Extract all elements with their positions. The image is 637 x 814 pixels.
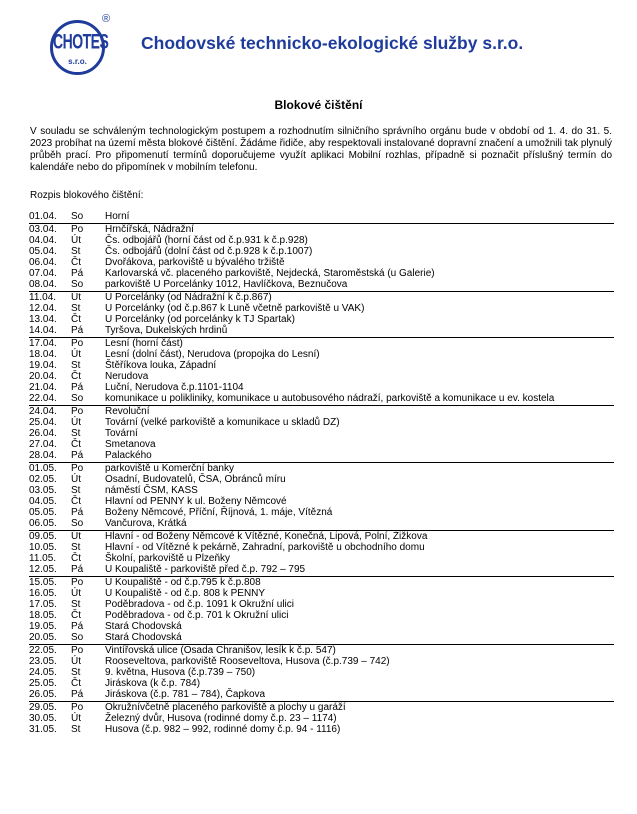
- schedule-row: [29, 211, 614, 222]
- intro-paragraph: V souladu se schváleným technologickým postupem a rozhodnutím silničního správního orgánu bude v období od 1. 4. do 31. 5. 2023 probíhat na území města blokové čištění. Žádáme řidiče, aby respektovali instalované dopravní značení a umožnili tak plynulý průběh prací. Pro připomenutí termínů doporučujeme využít aplikaci Mobilní rozhlas, případně si poznačit příslušný termín do kalendáře nebo do připomínek v mobilním telefonu.: [30, 126, 612, 173]
- schedule-date: 30.05.: [29, 713, 57, 724]
- schedule-location: 9. května, Husova (č.p.739 – 750): [105, 667, 256, 678]
- schedule-row: [29, 406, 614, 417]
- schedule-row: [29, 474, 614, 485]
- schedule-day: So: [71, 393, 84, 404]
- schedule-row: [29, 632, 614, 643]
- schedule-row: [29, 292, 614, 303]
- schedule-date: 03.04.: [29, 224, 57, 235]
- schedule-date: 03.05.: [29, 485, 57, 496]
- schedule-day: Út: [71, 292, 81, 303]
- schedule-date: 21.04.: [29, 382, 57, 393]
- schedule-day: St: [71, 724, 81, 735]
- schedule-row: [29, 577, 614, 588]
- schedule-row: [29, 257, 614, 268]
- schedule-week: [29, 577, 614, 645]
- schedule-location: Tovární: [105, 428, 138, 439]
- schedule-row: [29, 439, 614, 450]
- schedule-week: [29, 531, 614, 577]
- schedule-day: Čt: [71, 371, 81, 382]
- schedule-location: Hrnčířská, Nádražní: [105, 224, 194, 235]
- schedule-location: Hlavní - od Vítězné k pekárně, Zahradní, parkoviště u obchodního domu: [105, 542, 425, 553]
- schedule-row: [29, 235, 614, 246]
- schedule-day: So: [71, 632, 84, 643]
- schedule-row: [29, 463, 614, 474]
- schedule-day: St: [71, 246, 81, 257]
- schedule-location: U Porcelánky (od porcelánky k TJ Spartak): [105, 314, 295, 325]
- schedule-date: 19.05.: [29, 621, 57, 632]
- schedule-day: So: [71, 279, 84, 290]
- schedule-date: 25.04.: [29, 417, 57, 428]
- logo-subtext: s.r.o.: [68, 57, 87, 66]
- schedule-location: Vančurova, Krátká: [105, 518, 187, 529]
- schedule-week: [29, 463, 614, 531]
- schedule-date: 16.05.: [29, 588, 57, 599]
- schedule-date: 29.05.: [29, 702, 57, 713]
- schedule-row: [29, 428, 614, 439]
- schedule-location: Okružnívčetně placeného parkoviště a plochy u garáží: [105, 702, 346, 713]
- schedule-day: Pá: [71, 382, 84, 393]
- schedule-row: [29, 678, 614, 689]
- schedule-day: Pá: [71, 507, 84, 518]
- schedule-day: Čt: [71, 553, 81, 564]
- schedule-row: [29, 599, 614, 610]
- schedule-location: Tovární (velké parkoviště a komunikace u skladů DZ): [105, 417, 340, 428]
- schedule-row: [29, 702, 614, 713]
- schedule-date: 06.04.: [29, 257, 57, 268]
- schedule-date: 13.04.: [29, 314, 57, 325]
- schedule-row: [29, 713, 614, 724]
- schedule-date: 11.05.: [29, 553, 57, 564]
- schedule-row: [29, 279, 614, 290]
- schedule-location: Hlavní od PENNY k ul. Boženy Němcové: [105, 496, 287, 507]
- schedule-row: [29, 349, 614, 360]
- schedule-location: Karlovarská vč. placeného parkoviště, Nejdecká, Staroměstská (u Galerie): [105, 268, 435, 279]
- schedule-row: [29, 325, 614, 336]
- schedule-day: Út: [71, 588, 81, 599]
- schedule-row: [29, 507, 614, 518]
- schedule-row: [29, 518, 614, 529]
- schedule-location: Horní: [105, 211, 130, 222]
- schedule-date: 26.04.: [29, 428, 57, 439]
- schedule-location: Dvořákova, parkoviště u bývalého tržiště: [105, 257, 285, 268]
- schedule-day: St: [71, 303, 81, 314]
- schedule-location: Smetanova: [105, 439, 156, 450]
- schedule-location: Boženy Němcové, Příční, Říjnová, 1. máje, Vítězná: [105, 507, 333, 518]
- schedule-location: Luční, Nerudova č.p.1101-1104: [105, 382, 244, 393]
- schedule-day: Pá: [71, 268, 84, 279]
- schedule-location: Osadní, Budovatelů, ČSA, Obránců míru: [105, 474, 286, 485]
- schedule-day: St: [71, 599, 81, 610]
- schedule-day: Po: [71, 702, 84, 713]
- schedule-date: 04.04.: [29, 235, 57, 246]
- schedule-date: 12.05.: [29, 564, 57, 575]
- schedule-location: Stará Chodovská: [105, 621, 182, 632]
- schedule-day: Pá: [71, 689, 84, 700]
- schedule-date: 08.04.: [29, 279, 57, 290]
- schedule-date: 15.05.: [29, 577, 57, 588]
- schedule-location: Rooseveltova, parkoviště Rooseveltova, Husova (č.p.739 – 742): [105, 656, 390, 667]
- schedule-week: [29, 211, 614, 224]
- schedule-date: 17.04.: [29, 338, 57, 349]
- schedule-date: 11.04.: [29, 292, 57, 303]
- schedule-day: Út: [71, 531, 81, 542]
- schedule-date: 24.04.: [29, 406, 57, 417]
- schedule-location: Nerudova: [105, 371, 149, 382]
- schedule-day: Čt: [71, 439, 81, 450]
- schedule-day: Čt: [71, 257, 81, 268]
- schedule-location: Školní, parkoviště u Plzeňky: [105, 553, 231, 564]
- schedule-row: [29, 360, 614, 371]
- logo-text: CHOTES: [53, 29, 109, 53]
- schedule-date: 14.04.: [29, 325, 57, 336]
- schedule-location: Poděbradova - od č.p. 701 k Okružní ulici: [105, 610, 289, 621]
- schedule-date: 23.05.: [29, 656, 57, 667]
- schedule-row: [29, 496, 614, 507]
- schedule-day: Čt: [71, 314, 81, 325]
- schedule-location: U Koupaliště - parkoviště před č.p. 792 – 795: [105, 564, 306, 575]
- schedule-location: Jiráskova (k č.p. 784): [105, 678, 201, 689]
- schedule-date: 05.04.: [29, 246, 57, 257]
- schedule-date: 18.04.: [29, 349, 57, 360]
- schedule-row: [29, 224, 614, 235]
- schedule-row: [29, 667, 614, 678]
- schedule-day: Pá: [71, 564, 84, 575]
- schedule-row: [29, 485, 614, 496]
- schedule-location: parkoviště U Porcelánky 1012, Havlíčkova, Beznučova: [105, 279, 348, 290]
- schedule-row: [29, 268, 614, 279]
- schedule-row: [29, 610, 614, 621]
- schedule-row: [29, 371, 614, 382]
- schedule-day: Pá: [71, 325, 84, 336]
- schedule-date: 06.05.: [29, 518, 57, 529]
- schedule-row: [29, 588, 614, 599]
- registered-mark: ®: [102, 13, 111, 25]
- schedule-date: 18.05.: [29, 610, 57, 621]
- schedule-day: Út: [71, 235, 81, 246]
- schedule-location: náměstí ČSM, KASS: [105, 485, 198, 496]
- schedule-location: parkoviště u Komerční banky: [105, 463, 234, 474]
- schedule-day: Út: [71, 349, 81, 360]
- schedule-row: [29, 645, 614, 656]
- schedule-date: 25.05.: [29, 678, 57, 689]
- schedule-location: U Porcelánky (od č.p.867 k Luně včetně parkoviště u VAK): [105, 303, 365, 314]
- schedule-day: Út: [71, 474, 81, 485]
- schedule-location: Stará Chodovská: [105, 632, 182, 643]
- schedule-location: Čs. odbojářů (dolní část od č.p.928 k č.p.1007): [105, 246, 313, 257]
- schedule-day: St: [71, 360, 81, 371]
- schedule-row: [29, 724, 614, 735]
- schedule-day: Čt: [71, 610, 81, 621]
- schedule-date: 07.04.: [29, 268, 57, 279]
- schedule-row: [29, 393, 614, 404]
- schedule-date: 22.05.: [29, 645, 57, 656]
- schedule-week: [29, 224, 614, 292]
- schedule-location: U Porcelánky (od Nádražní k č.p.867): [105, 292, 272, 303]
- schedule-row: [29, 656, 614, 667]
- schedule-location: Lesní (dolní část), Nerudova (propojka do Lesní): [105, 349, 320, 360]
- schedule-date: 01.05.: [29, 463, 57, 474]
- schedule-row: [29, 450, 614, 461]
- schedule-row: [29, 417, 614, 428]
- schedule-row: [29, 338, 614, 349]
- schedule-location: Hlavní - od Boženy Němcové k Vítězné, Konečná, Lipová, Polní, Žižkova: [105, 531, 428, 542]
- schedule-date: 02.05.: [29, 474, 57, 485]
- schedule-location: Tyršova, Dukelských hrdinů: [105, 325, 228, 336]
- schedule-week: [29, 406, 614, 463]
- schedule-date: 05.05.: [29, 507, 57, 518]
- schedule-day: Út: [71, 417, 81, 428]
- schedule-day: St: [71, 667, 81, 678]
- schedule-day: St: [71, 542, 81, 553]
- schedule-date: 10.05.: [29, 542, 57, 553]
- schedule-date: 22.04.: [29, 393, 57, 404]
- schedule-row: [29, 564, 614, 575]
- company-name: Chodovské technicko-ekologické služby s.r.o.: [141, 33, 524, 53]
- schedule-day: Čt: [71, 678, 81, 689]
- schedule-day: So: [71, 211, 84, 222]
- schedule-week: [29, 645, 614, 702]
- schedule-day: Pá: [71, 621, 84, 632]
- schedule-row: [29, 531, 614, 542]
- schedule-date: 17.05.: [29, 599, 57, 610]
- schedule-location: U Koupaliště - od č.p. 808 k PENNY: [105, 588, 266, 599]
- schedule-day: Po: [71, 463, 84, 474]
- schedule-day: Po: [71, 645, 84, 656]
- schedule-location: Jiráskova (č.p. 781 – 784), Čapkova: [105, 689, 266, 700]
- schedule-date: 09.05.: [29, 531, 57, 542]
- schedule-location: U Koupaliště - od č.p.795 k č.p.808: [105, 577, 261, 588]
- schedule-row: [29, 621, 614, 632]
- schedule-row: [29, 303, 614, 314]
- schedule-date: 28.04.: [29, 450, 57, 461]
- schedule-date: 12.04.: [29, 303, 57, 314]
- schedule-day: Út: [71, 713, 81, 724]
- schedule-row: [29, 314, 614, 325]
- schedule-location: komunikace u polikliniky, komunikace u autobusového nádraží, parkoviště a komunikace u ev. kostela: [105, 393, 555, 404]
- schedule-row: [29, 382, 614, 393]
- schedule-location: Revoluční: [105, 406, 150, 417]
- schedule-location: Čs. odbojářů (horní část od č.p.931 k č.p.928): [105, 235, 308, 246]
- schedule-date: 01.04.: [29, 211, 57, 222]
- schedule-row: [29, 542, 614, 553]
- schedule-location: Vintířovská ulice (Osada Chranišov, lesík k č.p. 547): [105, 645, 336, 656]
- schedule-row: [29, 246, 614, 257]
- schedule-week: [29, 702, 614, 736]
- schedule-date: 20.05.: [29, 632, 57, 643]
- schedule-day: Út: [71, 656, 81, 667]
- schedule-location: Štěříkova louka, Západní: [105, 360, 217, 371]
- schedule-week: [29, 292, 614, 338]
- schedule-row: [29, 553, 614, 564]
- schedule-day: St: [71, 485, 81, 496]
- schedule-date: 26.05.: [29, 689, 57, 700]
- schedule-day: Po: [71, 406, 84, 417]
- schedule-location: Lesní (horní část): [105, 338, 183, 349]
- chotes-logo: [50, 20, 109, 75]
- schedule-day: St: [71, 428, 81, 439]
- schedule-week: [29, 338, 614, 406]
- schedule-date: 19.04.: [29, 360, 57, 371]
- schedule-day: Po: [71, 577, 84, 588]
- schedule-date: 24.05.: [29, 667, 57, 678]
- schedule-location: Poděbradova - od č.p. 1091 k Okružní ulici: [105, 599, 294, 610]
- schedule-label: Rozpis blokového čištění:: [30, 190, 144, 201]
- schedule-day: Po: [71, 338, 84, 349]
- schedule-day: So: [71, 518, 84, 529]
- schedule-row: [29, 689, 614, 700]
- schedule-location: Husova (č.p. 982 – 992, rodinné domy č.p. 94 - 1116): [105, 724, 341, 735]
- schedule-date: 04.05.: [29, 496, 57, 507]
- page-title: Blokové čištění: [274, 98, 363, 112]
- schedule-location: Železný dvůr, Husova (rodinné domy č.p. 23 – 1174): [105, 713, 337, 724]
- schedule-day: Po: [71, 224, 84, 235]
- schedule-date: 27.04.: [29, 439, 57, 450]
- schedule-day: Pá: [71, 450, 84, 461]
- schedule-location: Palackého: [105, 450, 152, 461]
- schedule-date: 31.05.: [29, 724, 57, 735]
- schedule-table: [29, 211, 614, 736]
- schedule-day: Čt: [71, 496, 81, 507]
- schedule-date: 20.04.: [29, 371, 57, 382]
